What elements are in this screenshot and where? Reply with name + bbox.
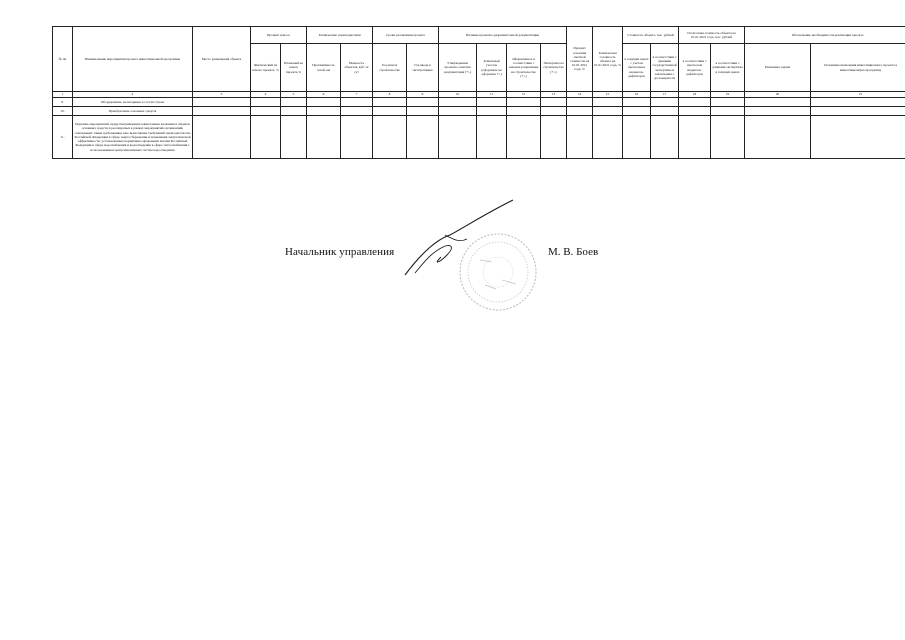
column-number: 21 (811, 92, 905, 98)
header-group-docs: Наличие проектно-разрешительной документации (439, 27, 567, 44)
header-name: Наименование мероприятия проекта инвестиционной программы (73, 27, 193, 92)
header-location: Место размещения объекта (193, 27, 251, 92)
header-remain-current: в соответствии с прогнозом индексов-дефляторов (679, 44, 711, 92)
table-row (53, 98, 905, 107)
header-group-dates: Сроки реализации проекта (373, 27, 439, 44)
header-group-remain: Остаточная стоимость объекта на 01.01.2021 года, тыс. рублей (679, 27, 745, 44)
row-name: Приобретение основных средств (73, 107, 193, 116)
header-group-cost: Стоимость объекта, тыс. рублей (623, 27, 679, 44)
column-number: 2 (73, 92, 193, 98)
header-group-justification: Обоснование необходимости реализации проекта (745, 27, 905, 44)
column-number: 8 (373, 92, 407, 98)
investment-program-table (52, 26, 905, 159)
row-number: 11. (53, 116, 73, 159)
header-group-tech: Технические характеристики (307, 27, 373, 44)
column-number: 15 (593, 92, 623, 98)
header-cost-base: в соответствии с данными государственной экспертизы и заключения о достоверности (651, 44, 679, 92)
column-number: 19 (711, 92, 745, 98)
header-end: Год ввода в эксплуатацию (407, 44, 439, 92)
header-tasks: Решаемые задачи (745, 44, 811, 92)
row-number: 10. (53, 107, 73, 116)
signature-name: М. В. Боев (548, 246, 599, 258)
header-cost-current: в текущих ценах с учетом прогнозных индексов-дефляторов (623, 44, 651, 92)
row-name: Оборудование, не входящее в состав строек (73, 98, 193, 107)
column-number: 10 (439, 92, 477, 98)
header-group-wear: Процент износа (251, 27, 307, 44)
handwritten-signature (395, 195, 525, 285)
column-number: 7 (341, 92, 373, 98)
column-number: 12 (507, 92, 541, 98)
column-number: 4 (251, 92, 281, 98)
header-completion: Процент освоения сметной стоимости на 01.01.2021 года, % (567, 27, 593, 92)
column-number: 13 (541, 92, 567, 98)
table-row (53, 107, 905, 116)
header-justification: Основание включения инвестиционного проекта в инвестиционную программу (811, 44, 905, 92)
column-number: 11 (477, 92, 507, 98)
column-number: 3 (193, 92, 251, 98)
header-remain-base: в соответствии с данными экспертизы в текущих ценах (711, 44, 745, 92)
header-expertise: Экспертиза на строительство (+/-) (541, 44, 567, 92)
signature-position: Начальник управления (285, 246, 395, 258)
header-wear-plan: Плановый на конец проекта,% (281, 44, 307, 92)
column-number: 14 (567, 92, 593, 98)
signature-line (399, 254, 539, 255)
header-row-groups (53, 27, 905, 44)
column-number: 20 (745, 92, 811, 98)
header-start: Год начала строительства (373, 44, 407, 92)
header-land: Земельный участок (оформлен/ не оформлен +/-) (477, 44, 507, 92)
header-power: Мощность объектов, куб. м/сут (341, 44, 373, 92)
column-number: 17 (651, 92, 679, 98)
header-length: Протяжённость сетей, км (307, 44, 341, 92)
row-name: Перечень мероприятий, предусматривающих капитальные вложения в объекты основных средств и реализуемых в рамках мероприятий организаций, отвечающих таким требованиям, как: выполнение требований законодательства Российской Федерации в сфере энергосбережения и повышения энергетической эффективности, установленных нормативно-правовыми актами Российской Федерации в сфере водоснабжения и водоотведения в сфере теплоснабжения с использованием централизованных систем водоотведения (73, 116, 193, 159)
row-number: 9. (53, 98, 73, 107)
header-wear-fact: Фактический на начало проекта, % (251, 44, 281, 92)
column-number: 9 (407, 92, 439, 98)
header-estimate: Техническая готовность объекта на 01.01.2021 года, % (593, 27, 623, 92)
header-approved: Утвержденная проектно-сметная документация (+/-) (439, 44, 477, 92)
column-number: 5 (281, 92, 307, 98)
column-number: 16 (623, 92, 651, 98)
column-number: 6 (307, 92, 341, 98)
header-no: № пп (53, 27, 73, 92)
header-builder: Оформленное в соответствии с законом разрешение на строительство (+/-) (507, 44, 541, 92)
column-number: 18 (679, 92, 711, 98)
column-number: 1 (53, 92, 73, 98)
table-row (53, 116, 905, 159)
